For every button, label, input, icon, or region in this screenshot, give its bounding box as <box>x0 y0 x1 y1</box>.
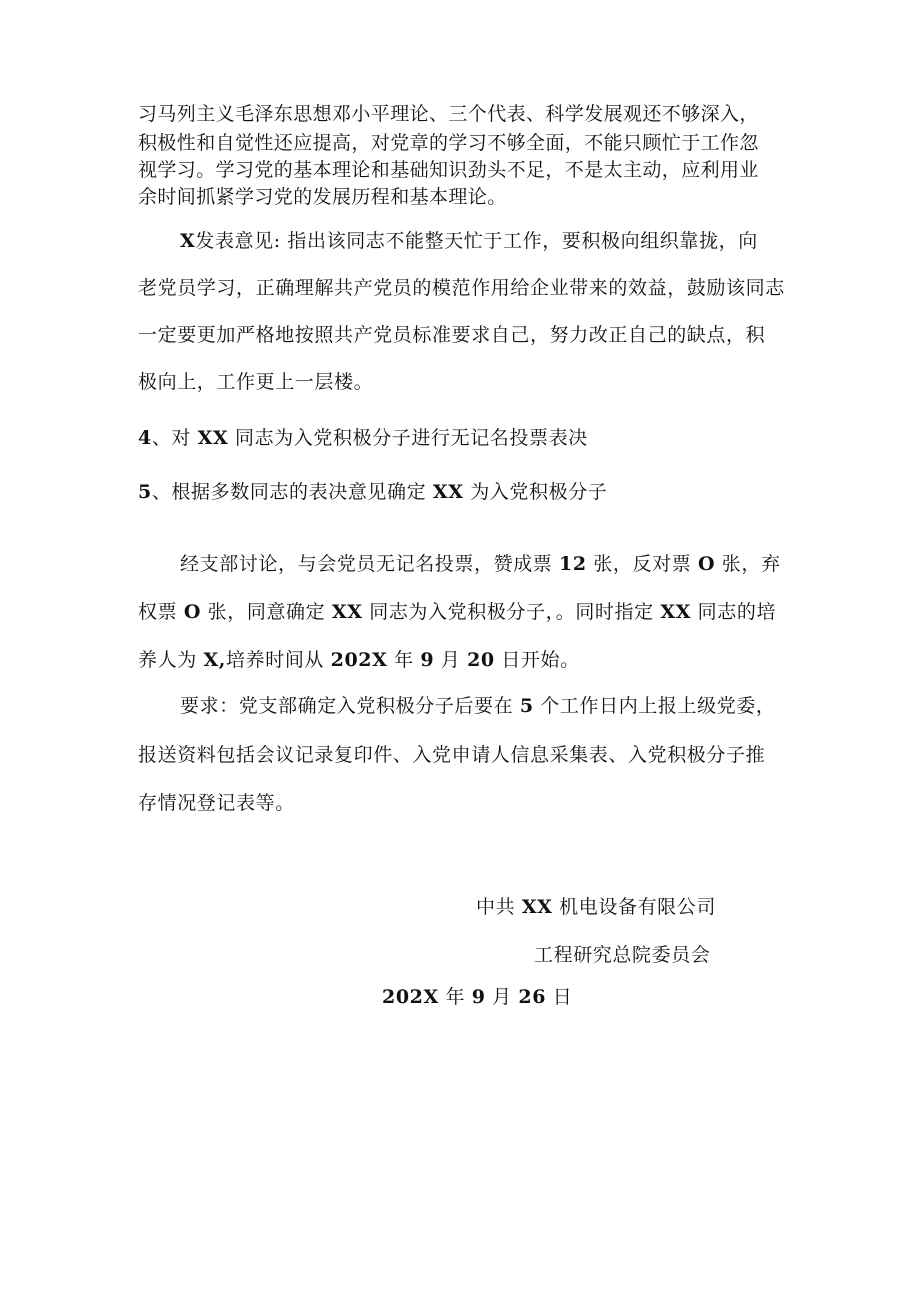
date-day: 26 <box>518 986 547 1008</box>
signature-organization <box>476 895 716 919</box>
requirement-line-3: 存情况登记表等。 <box>138 792 295 814</box>
organization-name: XX <box>521 896 553 918</box>
vote-line-2 <box>138 600 776 624</box>
report-days: 5 <box>519 695 534 717</box>
vote-text: 年 <box>387 649 421 671</box>
vote-text: 同志的培 <box>691 601 777 623</box>
date-text: 月 <box>485 986 519 1008</box>
no-count: O <box>697 553 716 575</box>
opinion-label: 发表意见: <box>195 230 281 252</box>
paragraph-1-line-1: 习马列主义毛泽东思想邓小平理论、三个代表、科学发展观还不够深入， <box>138 103 759 125</box>
candidate-name: XX <box>660 601 692 623</box>
vote-text: 日开始。 <box>494 649 580 671</box>
requirement-text: 要求：党支部确定入党积极分子后要在 <box>180 695 520 717</box>
start-year: 202X <box>330 649 388 671</box>
vote-line-1 <box>180 552 781 576</box>
opinion-line-3: 一定要更加严格地按照共产党员标准要求自己，努力改正自己的缺点，积 <box>138 324 766 346</box>
vote-text: 张，弃 <box>715 553 781 575</box>
yes-count: 12 <box>559 553 587 575</box>
opinion-line-1 <box>180 229 758 253</box>
trainer-name: X, <box>203 649 227 671</box>
date-text: 日 <box>546 986 573 1008</box>
opinion-line-2: 老党员学习，正确理解共产党员的模范作用给企业带来的效益，鼓励该同志 <box>138 277 785 299</box>
item-5-pre: 、根据多数同志的表决意见确定 <box>151 481 433 503</box>
date-year: 202X <box>382 986 439 1008</box>
vote-text: 经支部讨论，与会党员无记名投票，赞成票 <box>180 553 560 575</box>
item-4-number: 4 <box>138 427 152 449</box>
requirement-line-2: 报送资料包括会议记录复印件、入党申请人信息采集表、入党积极分子推 <box>138 744 766 766</box>
item-4 <box>138 426 588 450</box>
signature-text: 中共 <box>476 896 522 918</box>
signature-date <box>382 985 572 1009</box>
start-day: 20 <box>467 649 495 671</box>
item-5-number: 5 <box>138 481 152 503</box>
date-month: 9 <box>471 986 486 1008</box>
requirement-text: 个工作日内上报上级党委， <box>533 695 776 717</box>
requirement-line-1 <box>180 694 776 718</box>
signature-text: 机电设备有限公司 <box>552 896 716 918</box>
paragraph-1-line-4: 余时间抓紧学习党的发展历程和基本理论。 <box>138 186 507 208</box>
vote-text: 月 <box>434 649 468 671</box>
opinion-speaker: X <box>180 230 196 252</box>
abstain-count: O <box>183 601 201 623</box>
start-month: 9 <box>420 649 435 671</box>
item-5 <box>138 480 607 504</box>
item-5-name: XX <box>432 481 464 503</box>
item-4-post: 同志为入党积极分子进行无记名投票表决 <box>228 427 588 449</box>
item-4-name: XX <box>197 427 229 449</box>
paragraph-1-line-2: 积极性和自觉性还应提高，对党章的学习不够全面，不能只顾忙于工作忽 <box>138 132 759 154</box>
vote-text: 同志为入党积极分子，。同时指定 <box>362 601 661 623</box>
vote-text: 养人为 <box>138 649 204 671</box>
signature-committee: 工程研究总院委员会 <box>534 944 711 966</box>
candidate-name: XX <box>331 601 363 623</box>
paragraph-1-line-3: 视学习。学习党的基本理论和基础知识劲头不足，不是太主动，应利用业 <box>138 159 759 181</box>
date-text: 年 <box>438 986 472 1008</box>
vote-text: 培养时间从 <box>226 649 331 671</box>
opinion-line-4: 极向上，工作更上一层楼。 <box>138 371 374 393</box>
item-5-post: 为入党积极分子 <box>463 481 608 503</box>
vote-line-3 <box>138 648 580 672</box>
item-4-pre: 、对 <box>151 427 198 449</box>
vote-text: 张，同意确定 <box>201 601 332 623</box>
vote-text: 权票 <box>138 601 184 623</box>
opinion-text-1: 指出该同志不能整天忙于工作，要积极向组织靠拢，向 <box>280 230 758 252</box>
vote-text: 张，反对票 <box>586 553 698 575</box>
